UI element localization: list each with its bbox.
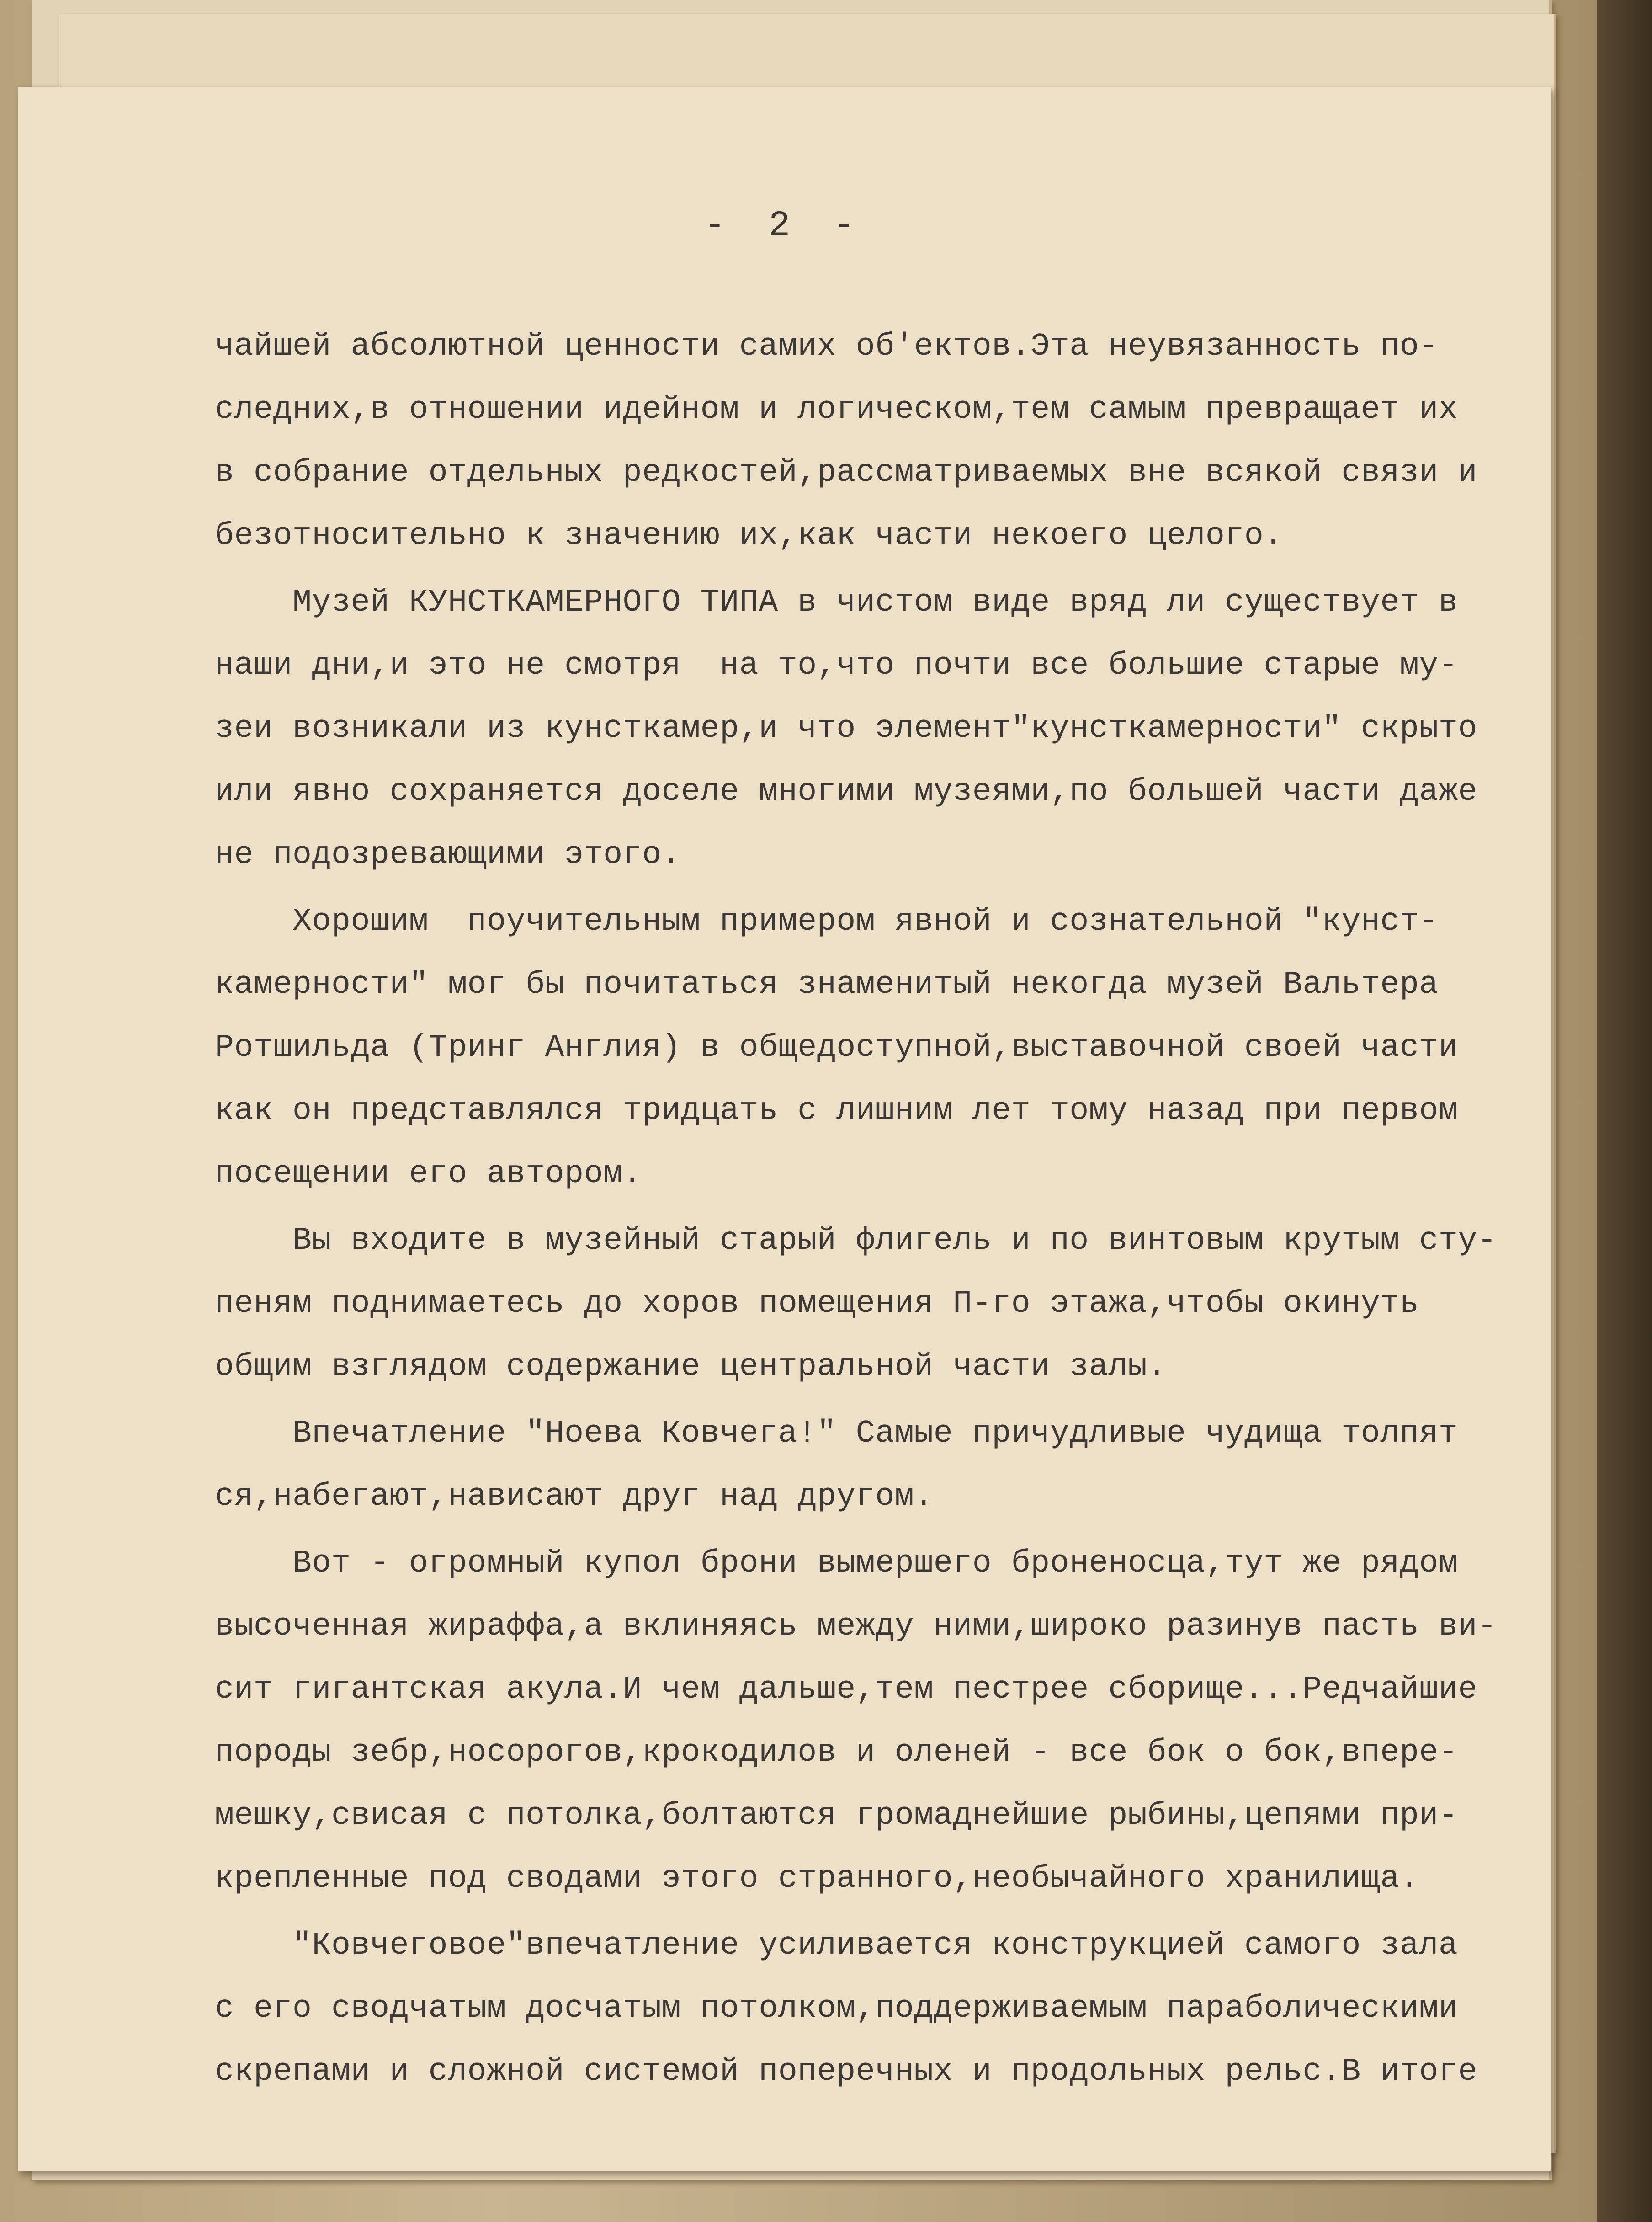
text-line: посещении его автором. xyxy=(215,1156,643,1192)
text-line: Вы входите в музейный старый флигель и по винтовым крутым сту- xyxy=(292,1223,1497,1259)
paragraph xyxy=(215,1532,1581,1911)
text-line: следних,в отношении идейном и логическом,тем самым превращает их xyxy=(215,392,1458,428)
text-line: с его сводчатым досчатым потолком,поддерживаемым параболическими xyxy=(215,1991,1458,2027)
text-line: Хорошим поучительным примером явной и сознательной "кунст- xyxy=(292,904,1439,940)
text-line: Ротшильда (Тринг Англия) в общедоступной,выставочной своей части xyxy=(215,1030,1458,1066)
paragraph xyxy=(215,1914,1581,2104)
text-line: скрепами и сложной системой поперечных и продольных рельс.В итоге xyxy=(215,2054,1477,2090)
text-line: крепленные под сводами этого странного,необычайного хранилища. xyxy=(215,1861,1419,1897)
paragraph xyxy=(215,1210,1581,1399)
text-line: "Ковчеговое"впечатление усиливается конструкцией самого зала xyxy=(292,1928,1458,1964)
paragraph xyxy=(215,571,1581,887)
text-line: в собрание отдельных редкостей,рассматриваемых вне всякой связи и xyxy=(215,455,1477,491)
paragraph xyxy=(215,315,1581,568)
text-line: Вот - огромный купол брони вымершего броненосца,тут же рядом xyxy=(292,1545,1458,1582)
text-line: общим взглядом содержание центральной части залы. xyxy=(215,1349,1167,1385)
typewritten-page xyxy=(18,87,1551,2171)
paragraph xyxy=(215,1402,1581,1529)
page-number: - 2 - xyxy=(704,206,866,246)
text-line: мешку,свисая с потолка,болтаются громаднейшие рыбины,цепями при- xyxy=(215,1798,1458,1834)
text-line: пеням поднимаетесь до хоров помещения П-го этажа,чтобы окинуть xyxy=(215,1286,1419,1322)
text-line: зеи возникали из кунсткамер,и что элемент"кунсткамерности" скрыто xyxy=(215,711,1477,747)
text-line: породы зебр,носорогов,крокодилов и оленей - все бок о бок,впере- xyxy=(215,1735,1458,1771)
binding-edge xyxy=(1597,0,1652,2222)
text-line: камерности" мог бы почитаться знаменитый некогда музей Вальтера xyxy=(215,967,1439,1003)
text-line: наши дни,и это не смотря на то,что почти все большие старые му- xyxy=(215,648,1458,684)
text-line: Впечатление "Ноева Ковчега!" Самые причудливые чудища толпят xyxy=(292,1416,1458,1452)
text-line: Музей КУНСТКАМЕРНОГО ТИПА в чистом виде вряд ли существует в xyxy=(292,585,1458,621)
paragraph xyxy=(215,890,1581,1206)
text-line: ся,набегают,нависают друг над другом. xyxy=(215,1479,934,1515)
text-line: безотносительно к значению их,как части некоего целого. xyxy=(215,518,1283,554)
text-line: не подозревающими этого. xyxy=(215,837,681,873)
text-line: чайшей абсолютной ценности самих об'ектов.Эта неувязанность по- xyxy=(215,329,1439,365)
text-line: или явно сохраняется доселе многими музеями,по большей части даже xyxy=(215,774,1477,810)
page-body-text xyxy=(215,315,1581,2107)
text-line: сит гигантская акула.И чем дальше,тем пестрее сборище...Редчайшие xyxy=(215,1672,1477,1708)
text-line: высоченная жираффа,а вклиняясь между ними,широко разинув пасть ви- xyxy=(215,1609,1497,1645)
text-line: как он представлялся тридцать с лишним лет тому назад при первом xyxy=(215,1093,1458,1129)
